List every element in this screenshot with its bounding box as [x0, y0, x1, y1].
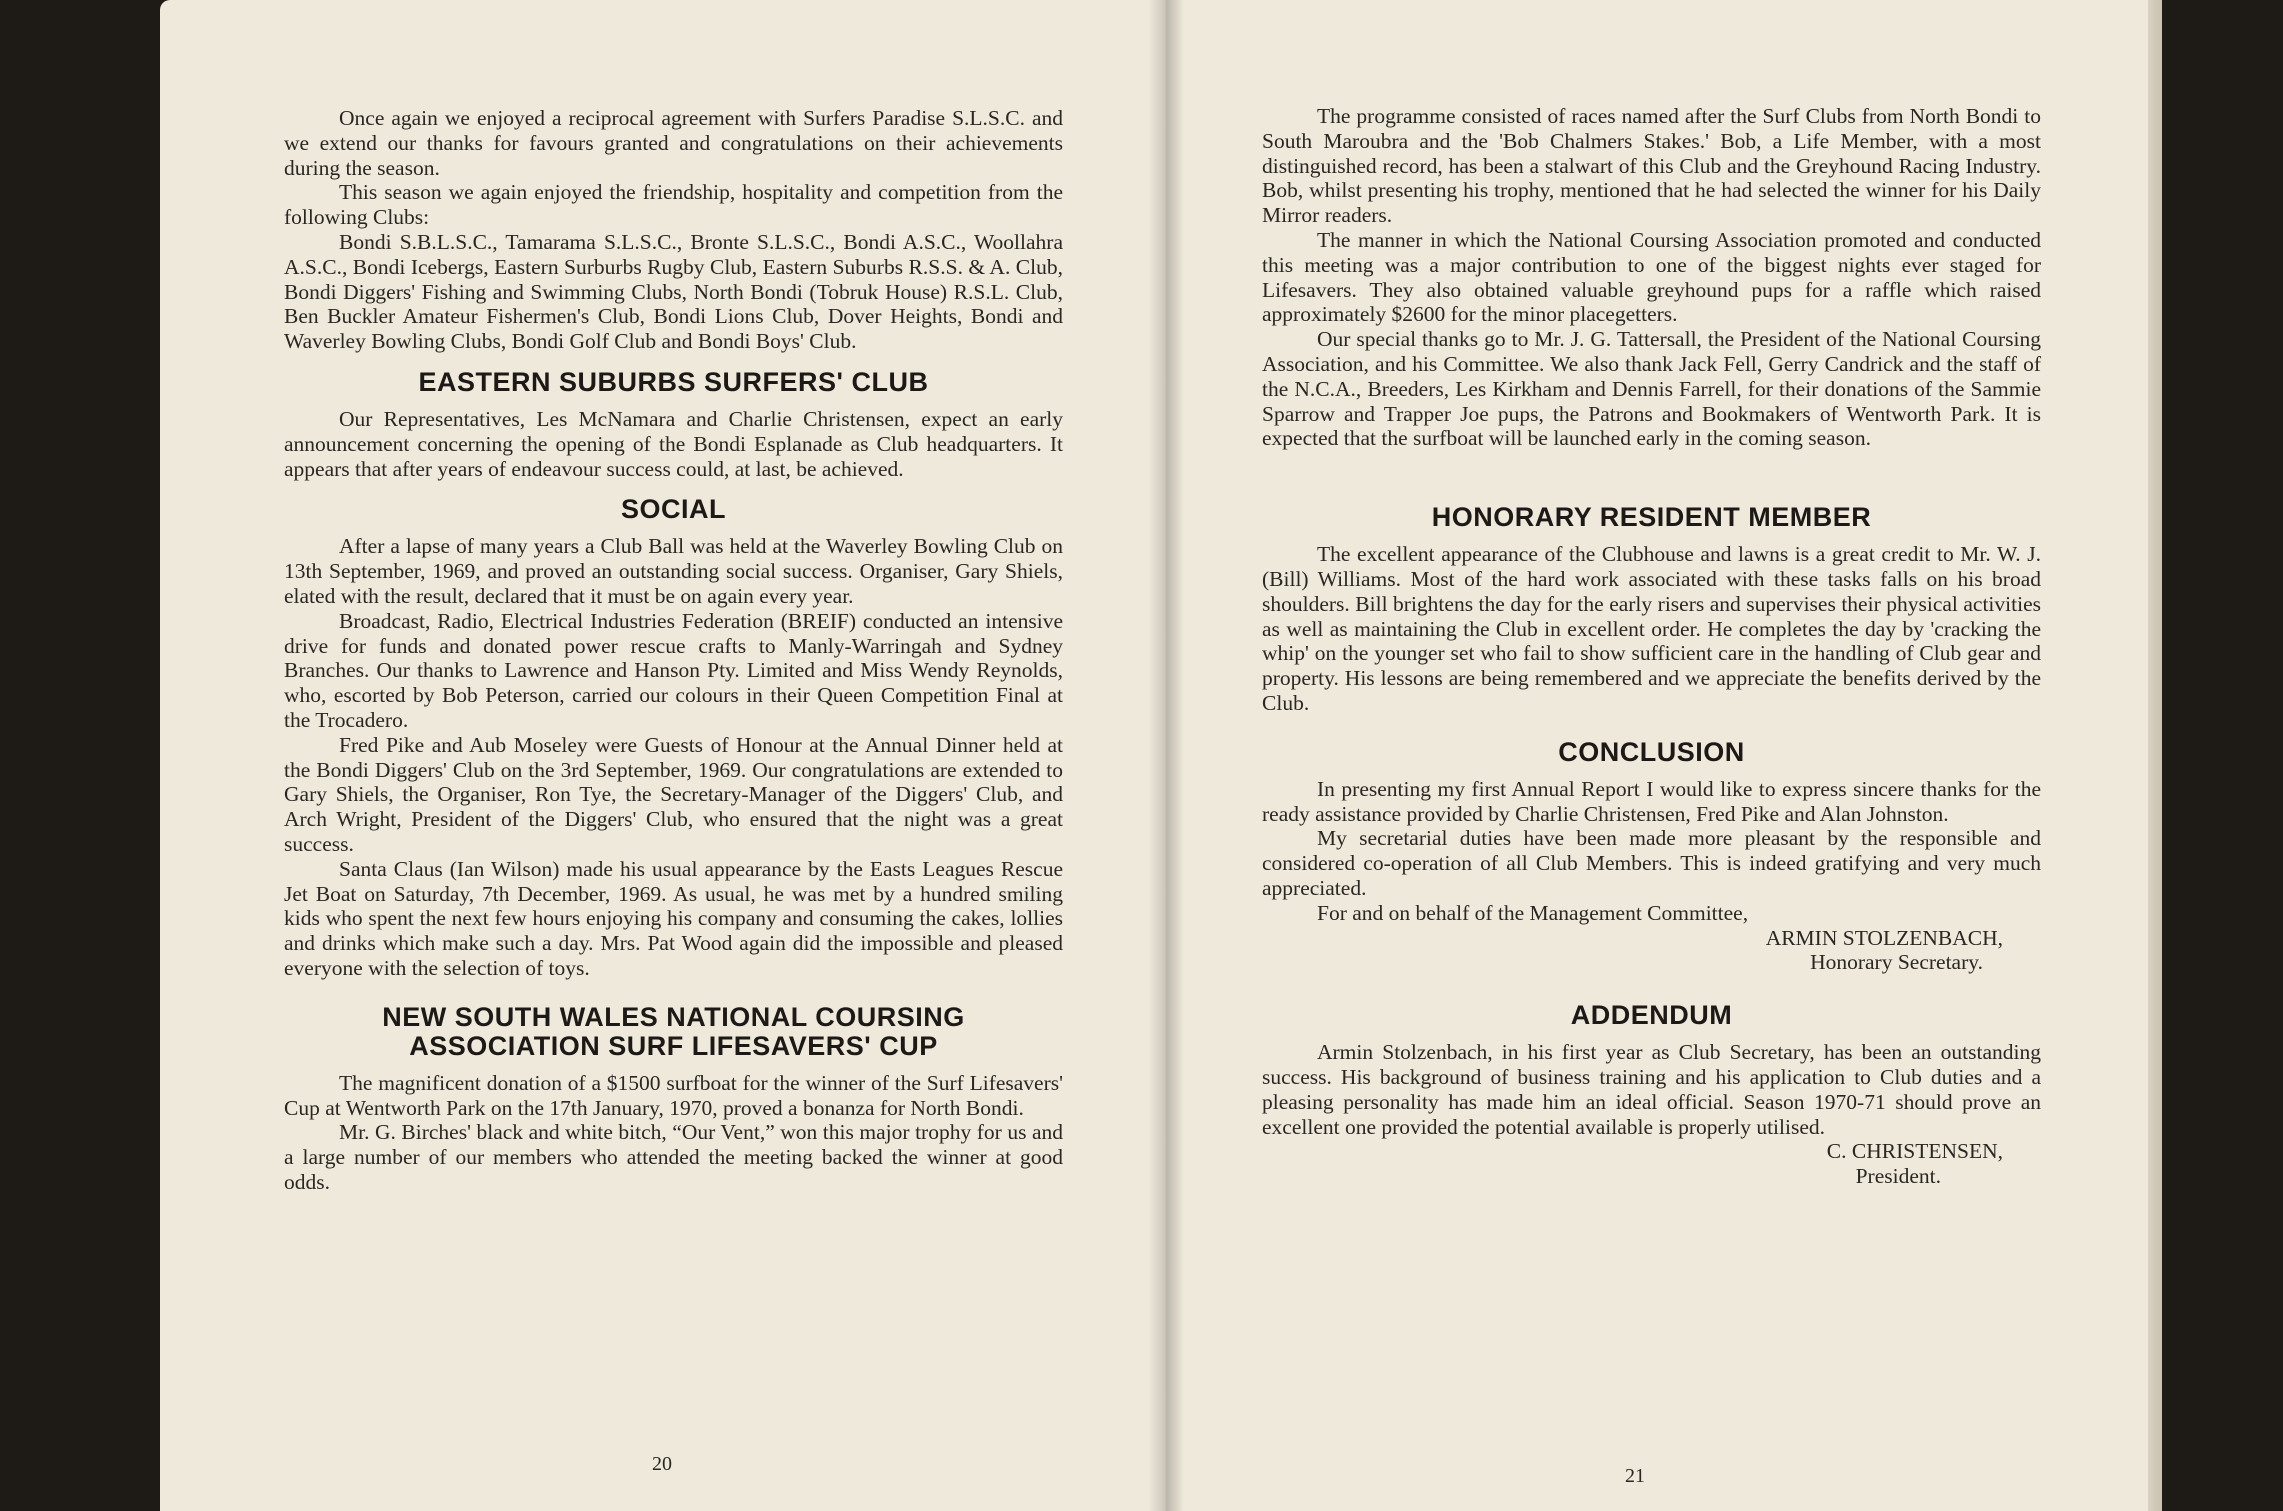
left-text-column: [284, 106, 1063, 1195]
heading-line: ASSOCIATION SURF LIFESAVERS' CUP: [409, 1030, 938, 1061]
paragraph: The magnificent donation of a $1500 surfboat for the winner of the Surf Lifesavers' Cup at Wentworth Park on the 17th January, 1970, proved a bonanza for North Bondi.: [284, 1070, 1063, 1120]
club-list-paragraph: Bondi S.B.L.S.C., Tamarama S.L.S.C., Bronte S.L.S.C., Bondi A.S.C., Woollahra A.S.C., Bondi Icebergs, Eastern Surburbs Rugby Club, Eastern Suburbs R.S.S. & A. Club, Bondi Diggers' Fishing and Swimming Clubs, North Bondi (Tobruk House) R.S.L. Club, Ben Buckler Amateur Fishermen's Club, Bondi Lions Club, Dover Heights, Bondi and Waverley Bowling Clubs, Bondi Golf Club and Bondi Boys' Club.: [284, 229, 1063, 354]
right-page: [1170, 0, 2155, 1511]
section-heading-honorary: HONORARY RESIDENT MEMBER: [1431, 502, 1872, 533]
paragraph: Fred Pike and Aub Moseley were Guests of Honour at the Annual Dinner held at the Bondi Diggers' Club on the 3rd September, 1969. Our congratulations are extended to Gary Shiels, the Organiser, Ron Tye, the Secretary-Manager of the Diggers' Club, and Arch Wright, President of the Diggers' Club, who ensured that the night was a great success.: [284, 732, 1063, 856]
section-heading-conclusion: CONCLUSION: [1558, 736, 1745, 767]
signature-name: C. CHRISTENSEN,: [1826, 1139, 2003, 1164]
section-heading-eastern-suburbs: EASTERN SUBURBS SURFERS' CLUB: [418, 366, 929, 397]
paragraph: The excellent appearance of the Clubhouse and lawns is a great credit to Mr. W. J. (Bill) Williams. Most of the hard work associated with these tasks falls on his broad shoulders. Bill brightens the day for the early risers and supervises their physical activities as well as maintaining the Club in excellent order. He completes the day by 'cracking the whip' on the younger set who fail to show sufficient care in the handling of Club gear and property. His lessons are being remembered and we appreciate the benefits derived by the Club.: [1262, 542, 2041, 715]
paragraph: Mr. G. Birches' black and white bitch, “Our Vent,” won this major trophy for us and a large number of our members who attended the meeting backed the winner at good odds.: [284, 1120, 1063, 1194]
paragraph: My secretarial duties have been made more pleasant by the responsible and considered co-operation of all Club Members. This is indeed gratifying and very much appreciated.: [1262, 826, 2041, 900]
paragraph: This season we again enjoyed the friendship, hospitality and competition from the following Clubs:: [284, 180, 1063, 230]
section-heading-social: SOCIAL: [620, 494, 726, 525]
signature-title: President.: [1855, 1164, 1941, 1189]
spacer: [1262, 451, 2041, 489]
page-number: 20: [652, 1453, 672, 1475]
paragraph: Armin Stolzenbach, in his first year as Club Secretary, has been an outstanding success. His background of business training and his application to Club duties and a pleasing personality has made him an ideal official. Season 1970-71 should prove an excellent one provided the potential available is properly utilised.: [1262, 1040, 2041, 1139]
signature-title: Honorary Secretary.: [1810, 950, 1983, 975]
paragraph: Broadcast, Radio, Electrical Industries Federation (BREIF) conducted an intensive drive for funds and donated power rescue crafts to Manly-Warringah and Sydney Branches. Our thanks to Lawrence and Hanson Pty. Limited and Miss Wendy Reynolds, who, escorted by Bob Peterson, carried our colours in their Queen Competition Final at the Trocadero.: [284, 608, 1063, 732]
left-page: [160, 0, 1160, 1511]
paragraph: The programme consisted of races named after the Surf Clubs from North Bondi to South Maroubra and the 'Bob Chalmers Stakes.' Bob, a Life Member, with a most distinguished record, has been a stalwart of this Club and the Greyhound Racing Industry. Bob, whilst presenting his trophy, mentioned that he had selected the winner for his Daily Mirror readers.: [1262, 104, 2041, 228]
paragraph: Our Representatives, Les McNamara and Charlie Christensen, expect an early announcement concerning the opening of the Bondi Esplanade as Club headquarters. It appears that after years of endeavour success could, at last, be achieved.: [284, 406, 1063, 481]
section-heading-addendum: ADDENDUM: [1570, 1000, 1733, 1031]
right-text-column: [1262, 104, 2041, 1189]
paragraph: Our special thanks go to Mr. J. G. Tattersall, the President of the National Coursing Association, and his Committee. We also thank Jack Fell, Gerry Candrick and the staff of the N.C.A., Breeders, Les Kirkham and Dennis Farrell, for their donations of the Sammie Sparrow and Trapper Joe pups, the Patrons and Bookmakers of Wentworth Park. It is expected that the surfboat will be launched early in the coming season.: [1262, 327, 2041, 451]
paragraph: For and on behalf of the Management Committee,: [1317, 900, 1749, 925]
page-number: 21: [1625, 1465, 1645, 1487]
signature-name: ARMIN STOLZENBACH,: [1765, 925, 2003, 950]
paragraph: The manner in which the National Coursing Association promoted and conducted this meeting was a major contribution to one of the biggest nights ever staged for Lifesavers. They also obtained valuable greyhound pups for a raffle which raised approximately $2600 for the minor placegetters.: [1262, 227, 2041, 327]
paragraph: In presenting my first Annual Report I would like to express sincere thanks for the ready assistance provided by Charlie Christensen, Fred Pike and Alan Johnston.: [1262, 776, 2041, 826]
paragraph: After a lapse of many years a Club Ball was held at the Waverley Bowling Club on 13th September, 1969, and proved an outstanding social success. Organiser, Gary Shiels, elated with the result, declared that it must be on again every year.: [284, 534, 1063, 608]
paragraph: Once again we enjoyed a reciprocal agreement with Surfers Paradise S.L.S.C. and we extend our thanks for favours granted and congratulations on their achievements during the season.: [284, 106, 1063, 180]
heading-line: NEW SOUTH WALES NATIONAL COURSING: [382, 1001, 965, 1032]
paragraph: Santa Claus (Ian Wilson) made his usual appearance by the Easts Leagues Rescue Jet Boat on Saturday, 7th December, 1969. As usual, he was met by a hundred smiling kids who spent the next few hours enjoying his company and consuming the cakes, lollies and drinks which make such a day. Mrs. Pat Wood again did the impossible and pleased everyone with the selection of toys.: [284, 856, 1063, 980]
section-heading-coursing: [284, 1003, 1063, 1061]
